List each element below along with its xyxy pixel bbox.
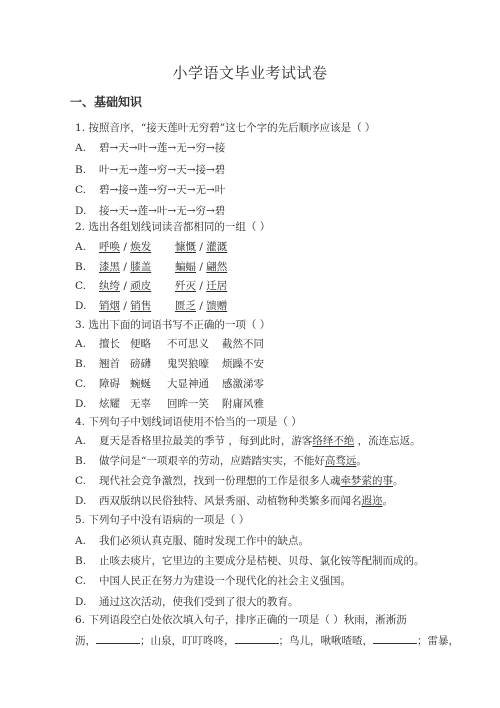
question-5-stem: 5. 下列句子中没有语病的一项是（ ） bbox=[75, 514, 250, 526]
question-4-stem: 4. 下列句子中划线词语使用不恰当的一项是（ ） bbox=[75, 416, 302, 428]
sentence-text: 现代社会竞争激烈，找到一份理想的工作是很多人魂 bbox=[99, 475, 341, 487]
underlined-phrase: 高骛远 bbox=[324, 455, 357, 467]
word: 灌溉 bbox=[206, 241, 228, 253]
word: 回眸一笑 bbox=[167, 398, 209, 410]
section-heading-basic-knowledge: 一、基础知识 bbox=[70, 95, 143, 109]
question-3-option-a bbox=[75, 336, 120, 351]
question-2-option-c-pair-2: 歼灭 / 迁居 bbox=[175, 280, 228, 292]
question-3-option-c bbox=[75, 376, 120, 391]
sentence-text: 。 bbox=[382, 495, 393, 507]
option-text: 中国人民正在努力为建设一个现代化的社会主义强国。 bbox=[99, 575, 351, 587]
sentence-text: ，流连忘返。 bbox=[354, 435, 421, 447]
word: 无辜 bbox=[130, 398, 151, 410]
question-1-option-b bbox=[75, 162, 225, 177]
passage-text: ；雷暴， bbox=[417, 635, 459, 647]
option-letter: C. bbox=[75, 378, 86, 390]
word: 磅礴 bbox=[130, 358, 151, 370]
word: 歼灭 bbox=[175, 280, 196, 292]
word: 障碍 bbox=[99, 378, 120, 390]
question-2-option-d-pair-2: 匮乏 / 馈赠 bbox=[175, 300, 228, 312]
question-5-option-d bbox=[75, 594, 299, 609]
question-6-passage bbox=[75, 633, 459, 648]
word: 翘首 bbox=[99, 358, 120, 370]
answer-blank[interactable] bbox=[373, 633, 417, 644]
question-3-option-d bbox=[75, 396, 120, 411]
question-5-option-c bbox=[75, 573, 351, 588]
option-text: 止咳去痰片，它里边的主要成分是桔梗、贝母、氯化铵等配制而成的。 bbox=[99, 555, 425, 567]
option-letter: A. bbox=[75, 535, 86, 547]
word: 鬼哭狼嚎 bbox=[167, 358, 209, 370]
underlined-phrase: 络绎不绝 bbox=[312, 435, 355, 447]
word: 大显神通 bbox=[167, 378, 209, 390]
passage-text: ；山泉，叮叮咚咚， bbox=[140, 635, 235, 647]
option-letter: D. bbox=[75, 495, 87, 507]
underlined-phrase: 遐迩 bbox=[361, 495, 383, 507]
word: 炫耀 bbox=[99, 398, 120, 410]
question-4-option-c bbox=[75, 473, 404, 488]
option-letter: A. bbox=[75, 338, 86, 350]
question-2-option-c: C. 纨绔 / 顽皮 bbox=[75, 280, 152, 292]
question-2-stem: 2. 选出各组划线词读音都相同的一组（ ） bbox=[75, 221, 271, 233]
word: 纨绔 bbox=[99, 280, 120, 292]
passage-text: 沥， bbox=[75, 635, 96, 647]
word: 匮乏 bbox=[175, 300, 196, 312]
word: 截然不同 bbox=[222, 338, 264, 350]
word: 销售 bbox=[130, 300, 152, 312]
option-text: 叶→无→莲→穷→天→接→碧 bbox=[99, 164, 226, 176]
option-letter: C. bbox=[75, 575, 86, 587]
answer-blank[interactable] bbox=[96, 633, 140, 644]
word: 膝盖 bbox=[130, 261, 152, 273]
question-4-option-b bbox=[75, 453, 367, 468]
question-4-option-a bbox=[75, 433, 421, 448]
option-letter: A. bbox=[75, 142, 86, 154]
word: 烦躁不安 bbox=[222, 358, 264, 370]
word: 慷慨 bbox=[175, 241, 196, 253]
question-1-option-d bbox=[75, 203, 225, 218]
word: 擅长 bbox=[99, 338, 120, 350]
underlined-phrase: 牵梦萦的事 bbox=[340, 475, 393, 487]
question-3-option-b bbox=[75, 356, 120, 371]
passage-text: ；鸟儿，啾啾喳喳， bbox=[278, 635, 373, 647]
sentence-text: 西双版纳以民俗独特、风景秀丽、动植物种类繁多而闻名 bbox=[99, 495, 362, 507]
option-letter: D. bbox=[75, 596, 87, 608]
sentence-text: 。 bbox=[356, 455, 367, 467]
option-letter: D. bbox=[75, 300, 87, 312]
word: 漆黑 bbox=[99, 261, 120, 273]
option-letter: B. bbox=[75, 164, 87, 176]
option-text: 碧→天→叶→莲→无→穷→接 bbox=[99, 142, 226, 154]
option-letter: A. bbox=[75, 435, 86, 447]
word: 呼唤 bbox=[99, 241, 120, 253]
option-letter: D. bbox=[75, 398, 87, 410]
word: 销烟 bbox=[99, 300, 120, 312]
page-title: 小学语文毕业考试试卷 bbox=[172, 64, 328, 82]
option-letter: B. bbox=[75, 555, 87, 567]
question-6-stem: 6. 下列语段空白处依次填入句子，排序正确的一项是（ ）秋雨，淅淅沥 bbox=[75, 614, 407, 626]
option-text: 接→天→莲→叶→无→穷→碧 bbox=[99, 205, 226, 217]
sentence-text: 。 bbox=[393, 475, 404, 487]
question-1-option-a bbox=[75, 140, 225, 155]
question-4-option-d bbox=[75, 493, 393, 508]
option-letter: D. bbox=[75, 205, 87, 217]
sentence-text: 做学问是“一项艰辛的劳动，应踏踏实实，不能好 bbox=[99, 455, 325, 467]
sentence-text: 夏天是香格里拉最美的季节 ，每到此时，游客 bbox=[99, 435, 313, 447]
word: 附庸风雅 bbox=[222, 398, 264, 410]
word: 顽皮 bbox=[130, 280, 152, 292]
option-text: 碧→接→莲→穷→天→无→叶 bbox=[99, 184, 226, 196]
word: 不可思义 bbox=[167, 338, 209, 350]
question-2-option-b-pair-2: 蝙蝠 / 翩然 bbox=[175, 261, 228, 273]
question-2-option-b: B. 漆黑 / 膝盖 bbox=[75, 261, 152, 273]
question-5-option-a bbox=[75, 533, 309, 548]
option-letter: C. bbox=[75, 280, 86, 292]
word: 翩然 bbox=[206, 261, 228, 273]
option-text: 通过这次活动，使我们受到了很大的教育。 bbox=[99, 596, 299, 608]
question-1-stem: 1. 按照音序，“接天莲叶无穷碧”这七个字的先后顺序应该是（ ） bbox=[75, 122, 376, 134]
word: 便略 bbox=[130, 338, 151, 350]
question-3-stem: 3. 选出下面的词语书写不正确的一项（ ） bbox=[75, 319, 271, 331]
word: 蝙蝠 bbox=[175, 261, 196, 273]
answer-blank[interactable] bbox=[235, 633, 279, 644]
option-letter: C. bbox=[75, 475, 86, 487]
option-text: 我们必须认真克服、随时发现工作中的缺点。 bbox=[99, 535, 309, 547]
word: 感激涕零 bbox=[222, 378, 264, 390]
question-2-option-a: A. 呼唤 / 焕发 bbox=[75, 241, 152, 253]
question-5-option-b bbox=[75, 553, 425, 568]
option-letter: C. bbox=[75, 184, 86, 196]
option-letter: A. bbox=[75, 241, 86, 253]
question-2-option-a-pair-2: 慷慨 / 灌溉 bbox=[175, 241, 228, 253]
word: 馈赠 bbox=[206, 300, 228, 312]
question-2-option-d: D. 销烟 / 销售 bbox=[75, 300, 152, 312]
word: 蜿蜒 bbox=[130, 378, 151, 390]
option-letter: B. bbox=[75, 455, 87, 467]
option-letter: B. bbox=[75, 261, 87, 273]
word: 焕发 bbox=[130, 241, 152, 253]
word: 迁居 bbox=[206, 280, 228, 292]
question-1-option-c bbox=[75, 182, 225, 197]
option-letter: B. bbox=[75, 358, 87, 370]
